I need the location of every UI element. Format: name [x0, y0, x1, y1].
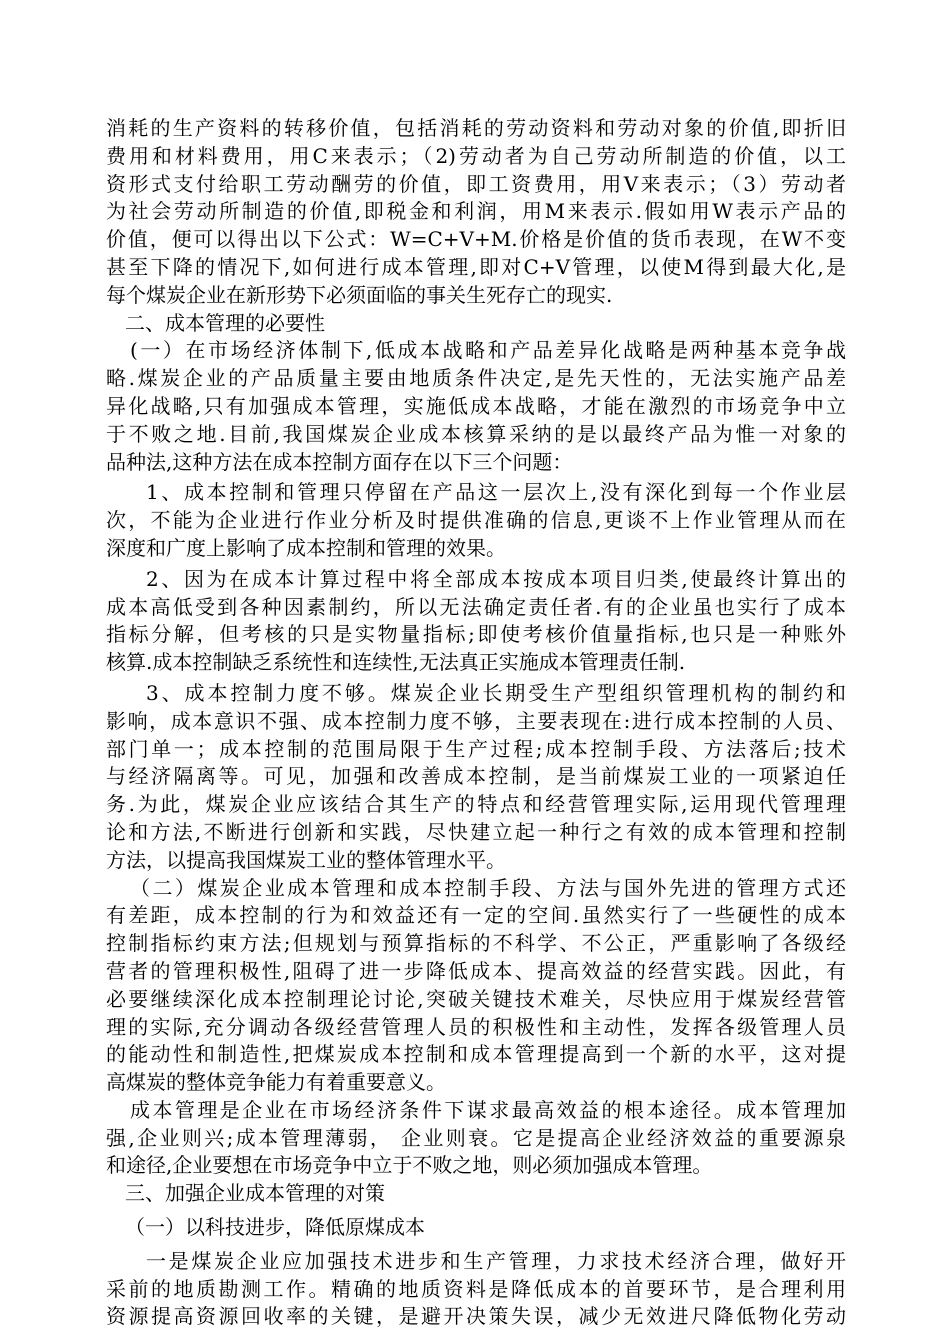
- body-text-line: 和途径,企业要想在市场竞争中立于不败之地，则必须加强成本管理。: [106, 1153, 713, 1178]
- section-heading: 三、加强企业成本管理的对策: [125, 1181, 385, 1206]
- body-text-line: 采前的地质勘测工作。精确的地质资料是降低成本的首要环节，是合理利用: [106, 1276, 846, 1301]
- body-text-line: 高煤炭的整体竞争能力有着重要意义。: [106, 1070, 446, 1095]
- body-text-line: 深度和广度上影响了成本控制和管理的效果。: [106, 535, 506, 560]
- body-text-line: 价值，便可以得出以下公式：W=C+V+M.价格是价值的货币表现，在W不变: [106, 227, 846, 252]
- body-text-line: 2、因为在成本计算过程中将全部成本按成本项目归类,使最终计算出的: [146, 566, 846, 591]
- body-text-line: 指标分解，但考核的只是实物量指标;即使考核价值量指标,也只是一种账外: [106, 622, 846, 647]
- body-text-line: 的能动性和制造性,把煤炭成本控制和成本管理提高到一个新的水平，这对提: [106, 1042, 846, 1067]
- body-text-line: 方法，以提高我国煤炭工业的整体管理水平。: [106, 847, 506, 872]
- body-text-line: 部门单一；成本控制的范围局限于生产过程;成本控制手段、方法落后;技术: [106, 736, 846, 761]
- body-text-line: 费用和材料费用，用C来表示；（2)劳动者为自己劳动所制造的价值，以工: [106, 143, 846, 168]
- body-text-line: 每个煤炭企业在新形势下必须面临的事关生死存亡的现实.: [106, 282, 613, 307]
- body-text-line: (一）在市场经济体制下,低成本战略和产品差异化战略是两种基本竞争战: [130, 338, 846, 363]
- body-text-line: 论和方法,不断进行创新和实践，尽快建立起一种行之有效的成本管理和控制: [106, 819, 846, 844]
- body-text-line: 资形式支付给职工劳动酬劳的价值，即工资费用，用V来表示；（3）劳动者: [106, 171, 846, 196]
- body-text-line: 有差距，成本控制的行为和效益还有一定的空间.虽然实行了一些硬性的成本: [106, 903, 846, 928]
- body-text-line: 次，不能为企业进行作业分析及时提供准确的信息,更谈不上作业管理从而在: [106, 508, 846, 533]
- subsection-heading: （一）以科技进步，降低原煤成本: [125, 1215, 425, 1240]
- body-text-line: 资源提高资源回收率的关键，是避开决策失误，减少无效进尺降低物化劳动: [106, 1304, 846, 1329]
- body-text-line: 为社会劳动所制造的价值,即税金和利润，用M来表示.假如用W表示产品的: [106, 199, 846, 224]
- body-text-line: 理的实际,充分调动各级经营管理人员的积极性和主动性，发挥各级管理人员: [106, 1014, 846, 1039]
- body-text-line: 成本管理是企业在市场经济条件下谋求最高效益的根本途径。成本管理加: [130, 1097, 846, 1122]
- body-text-line: 营者的管理积极性,阻碍了进一步降低成本、提高效益的经营实践。因此，有: [106, 958, 846, 983]
- body-text-line: 成本高低受到各种因素制约，所以无法确定责任者.有的企业虽也实行了成本: [106, 594, 846, 619]
- body-text-line: 与经济隔离等。可见，加强和改善成本控制，是当前煤炭工业的一项紧迫任: [106, 764, 846, 789]
- section-heading: 二、成本管理的必要性: [125, 310, 325, 335]
- body-text-line: （二）煤炭企业成本管理和成本控制手段、方法与国外先进的管理方式还: [130, 875, 846, 900]
- body-text-line: 消耗的生产资料的转移价值，包括消耗的劳动资料和劳动对象的价值,即折旧: [106, 116, 846, 140]
- body-text-line: 一是煤炭企业应加强技术进步和生产管理，力求技术经济合理，做好开: [146, 1248, 846, 1273]
- body-text-line: 强,企业则兴;成本管理薄弱， 企业则衰。它是提高企业经济效益的重要源泉: [106, 1125, 846, 1150]
- body-text-line: 略.煤炭企业的产品质量主要由地质条件决定,是先天性的，无法实施产品差: [106, 366, 846, 391]
- body-text-line: 甚至下降的情况下,如何进行成本管理,即对C+V管理，以使M得到最大化,是: [106, 254, 846, 279]
- body-text-line: 核算.成本控制缺乏系统性和连续性,无法真正实施成本管理责任制.: [106, 650, 686, 675]
- body-text-line: 控制指标约束方法;但规划与预算指标的不科学、不公正，严重影响了各级经: [106, 931, 846, 956]
- body-text-line: 影响，成本意识不强、成本控制力度不够，主要表现在:进行成本控制的人员、: [106, 708, 846, 733]
- body-text-line: 于不败之地.目前,我国煤炭企业成本核算采纳的是以最终产品为惟一对象的: [106, 421, 846, 446]
- body-text-line: 1、成本控制和管理只停留在产品这一层次上,没有深化到每一个作业层: [146, 480, 846, 505]
- body-text-line: 务.为此，煤炭企业应该结合其生产的特点和经营管理实际,运用现代管理理: [106, 792, 846, 817]
- body-text-line: 异化战略,只有加强成本管理，实施低成本战略，才能在激烈的市场竞争中立: [106, 393, 846, 418]
- body-text-line: 品种法,这种方法在成本控制方面存在以下三个问题：: [106, 449, 573, 474]
- body-text-line: 必要继续深化成本控制理论讨论,突破关键技术难关，尽快应用于煤炭经营管: [106, 986, 846, 1011]
- body-text-line: 3、成本控制力度不够。煤炭企业长期受生产型组织管理机构的制约和: [146, 680, 846, 705]
